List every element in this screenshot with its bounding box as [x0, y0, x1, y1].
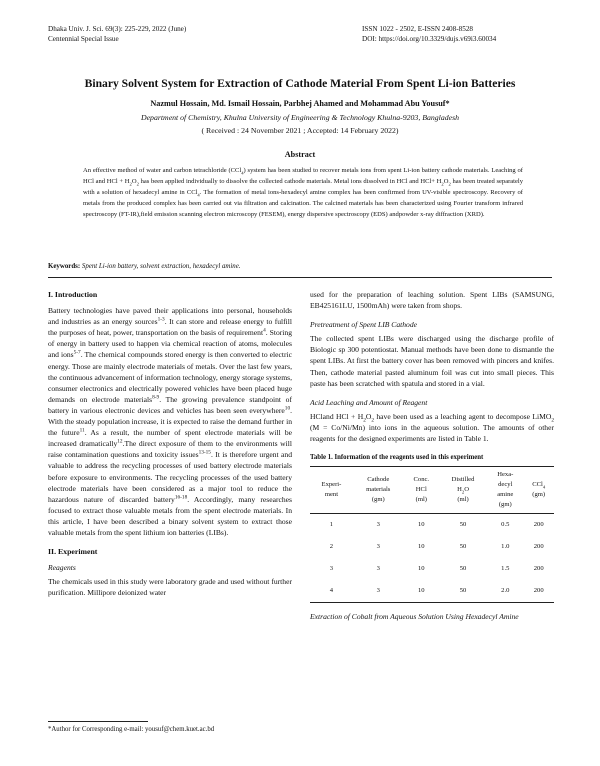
keywords-text: Spent Li-ion battery, solvent extraction, hexadecyl amine.	[81, 263, 241, 270]
table-header-row	[310, 467, 554, 514]
reagents-heading: Reagents	[48, 563, 76, 573]
experiment-heading: II. Experiment	[48, 547, 98, 557]
table-header-cell: Conc. HCl (ml)	[413, 476, 430, 504]
pretreatment-text: The collected spent LIBs were discharged using the discharge profile of Biologic sp 300 potentiostat. Manual methods have been done to dismantle the spent LIBs. At first the battery cover has been removed with pincers and knifes. Then, cathode material pasted aluminum foil was cut into small pieces. This paste has been scratched with spatula and stored in a vial.	[310, 334, 554, 388]
table-cell: 10	[418, 521, 425, 529]
footnote-divider	[48, 721, 148, 722]
table-header-cell: Cathode materials (gm)	[366, 476, 391, 504]
table-header-cell: Distilled $H_2O$ (ml)	[451, 476, 475, 504]
paper-title: Binary Solvent System for Extraction of Cathode Material From Spent Li-ion Batteries	[84, 77, 516, 90]
table-cell: 10	[418, 587, 425, 595]
table-cell: 3	[376, 587, 380, 595]
running-header-left	[48, 24, 186, 44]
reagents-continued-text: used for the preparation of leaching solution. Spent LIBs (SAMSUNG, EB425161LU, 1500mAh) were taken from shops.	[310, 290, 554, 311]
table-header-cell: CCl$_4$ (gm)	[532, 481, 546, 499]
affiliation: Department of Chemistry, Khulna University of Engineering & Technology Khulna-9203, Bangladesh	[140, 113, 460, 122]
table-cell: 200	[533, 587, 544, 595]
special-issue: Centennial Special Issue	[48, 35, 119, 43]
keywords-line	[48, 263, 548, 270]
table-cell: 1.0	[501, 543, 510, 551]
introduction-text: Battery technologies have paved their applications into personal, households and industries as an energy sources$^{1-3}$. It can store and release energy to fulfill the purposes of heat, power, transportation on the basis of requirement$^4$. Storing of energy in battery used to happen via chemical reaction of atoms, molecules and ions$^{5-7}$. The chemical compounds stored energy is then converted to electric energy. Those are mainly electrode materials of metals. Over the last few years, the continuous advancement of information technology, energy storage systems, consumer electronics and electrically powered vehicles have been placed huge demands on electrode materials$^{8-9}$. The growing prevalence standpoint of battery in various electronic devices and vehicles has been seen everywhere$^{10}$. With the steady population increase, it is expected to raise the demand further in the future$^{11}$. As a result, the number of spent electrode materials will be increased dramatically$^{12}$.The direct exposure of them to the environments will raise contamination questions and toxicity issues$^{13-15}$. It is therefore urgent and valuable to address the recycling processes of used battery electrode materials before exposure to environments. The recycling processes of the used battery electrode materials have been considered as a major tool to reduce the hazardous nature of discarded battery$^{16-18}$. Accordingly, many researches focused to extract those valuable metals from the spent electrode materials. In this article, I have been described a binary solvent system to extract those valuable metals from the spent lithium ion batteries (LIBs).	[48, 306, 293, 537]
table-row	[310, 558, 554, 580]
table-row	[310, 536, 554, 558]
table-cell: 3	[376, 543, 380, 551]
table-header-cell: Experi- ment	[321, 481, 342, 499]
abstract-text: An effective method of water and carbon tetrachloride (CCl$_4$) system has been studied to recover metals ions from spent Li-ion battery cathode materials. Leaching of HCl and HCl + $H_2O_2$ has been applied individually to dissolve the collected cathode materials. Metal ions dissolved in HCl and $HCl+ H_2O_2$ has been treated separately with a solution of hexadecyl amine in CCl$_4$. The formation of metal ions-hexadecyl amine complex has been confirmed from UV-visible spectroscopy. Recovery of metals from the produced complex has been carried out via filtration and calcination. The calcined materials has been characterized using Fourier transform infrared spectroscopy (FT-IR),field emission scanning electron microscopy (FESEM), energy dispersive spectroscopy (EDS) andpowder x-ray diffraction (XRD).	[83, 167, 523, 219]
left-column	[48, 289, 292, 604]
table-caption: Table 1. Information of the reagents used in this experiment	[310, 454, 484, 462]
received-accepted-dates: ( Received : 24 November 2021 ; Accepted: 14 February 2022)	[201, 126, 399, 135]
table-cell: 2.0	[501, 587, 510, 595]
table-row	[310, 580, 554, 603]
acid-leaching-heading: Acid Leaching and Amount of Reagent	[310, 397, 428, 407]
acid-leaching-text: HCland HCl + $H_2O_2$ have been used as a leaching agent to decompose LiMO$_2$ (M = Co/Ni/Mn) into ions in the aqueous solution. The amounts of other reagents for the designed experiments are listed in Table 1.	[310, 411, 554, 444]
corresponding-author-footnote: *Author for Corresponding e-mail: yousuf@chem.kuet.ac.bd	[48, 726, 215, 733]
issn: ISSN 1022 - 2502, E-ISSN 2408-8528	[362, 25, 474, 33]
table-cell: 200	[533, 565, 544, 573]
table-cell: 3	[376, 521, 380, 529]
running-header-right	[362, 24, 496, 44]
table-cell: 4	[329, 587, 334, 595]
table-cell: 10	[418, 565, 425, 573]
introduction-heading: I. Introduction	[48, 290, 98, 299]
keywords-label: Keywords:	[48, 263, 81, 270]
table-cell: 200	[533, 521, 544, 529]
author-list: Nazmul Hossain, Md. Ismail Hossain, Parbhej Ahamed and Mohammad Abu Yousuf*	[150, 99, 450, 108]
table-row	[310, 514, 554, 537]
table-cell: 10	[418, 543, 425, 551]
doi-link[interactable]: DOI: https://doi.org/10.3329/dujs.v69i3.60034	[362, 35, 497, 43]
table-cell: 0.5	[501, 521, 510, 529]
table-cell: 200	[533, 543, 544, 551]
extraction-heading: Extraction of Cobalt from Aqueous Solution Using Hexadecyl Amine	[310, 612, 519, 622]
table-cell: 50	[459, 565, 467, 573]
table-cell: 50	[459, 521, 467, 529]
section-divider	[48, 277, 552, 278]
reagents-table	[310, 466, 554, 603]
table-cell: 1.5	[501, 565, 510, 573]
table-cell: 50	[459, 543, 467, 551]
abstract-heading: Abstract	[284, 150, 316, 159]
table-header-cell: Hexa- decyl amine (gm)	[497, 471, 514, 509]
reagents-text: The chemicals used in this study were laboratory grade and used without further purification. Millipore deionized water	[48, 577, 292, 598]
table-cell: 3	[329, 565, 334, 573]
journal-citation: Dhaka Univ. J. Sci. 69(3): 225-229, 2022 (June)	[48, 25, 187, 33]
table-cell: 1	[329, 521, 334, 529]
table-cell: 50	[459, 587, 467, 595]
pretreatment-heading: Pretreatment of Spent LIB Cathode	[310, 320, 417, 330]
right-column	[310, 289, 554, 622]
table-cell: 3	[376, 565, 380, 573]
table-cell: 2	[329, 543, 334, 551]
